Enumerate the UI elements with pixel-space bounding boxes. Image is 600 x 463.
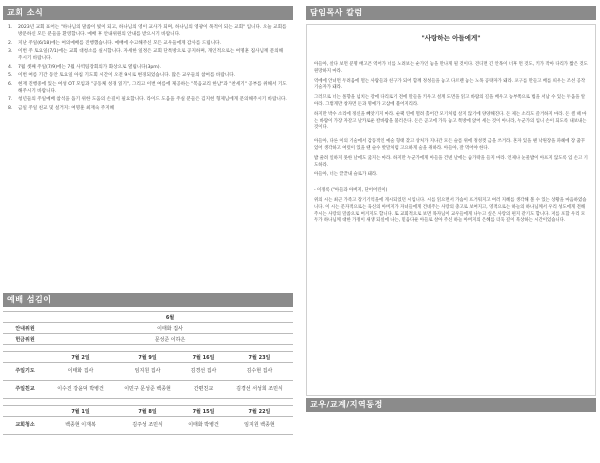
pastor-column-section — [306, 6, 596, 396]
news-item-number: 5. — [8, 73, 13, 79]
prayer-cell: 이태화 집사 — [47, 363, 114, 381]
mission-news-header: 교우/교계/지역동정 — [306, 398, 596, 412]
news-item-text: 현재 진행중에 있는 여성 OT 모임과 "공동체 성경 읽기", 그리고 이번 여름에 제공하는 "복음교리 한남"과 "찬세기" 공부를 위해서 기도해주시기 바랍니다. — [18, 81, 287, 94]
prayer-cell: 임지원 집사 — [114, 363, 181, 381]
date-header-row — [3, 406, 293, 417]
news-item — [7, 81, 293, 95]
table-gap — [3, 399, 293, 406]
news-item — [7, 24, 293, 38]
cleaning-cell: 백종현 이재복 — [47, 417, 114, 435]
row-label: 헌금위원 — [3, 334, 47, 345]
news-item-text: 청년들의 주일예배 참석을 돕기 위한 도움의 손길이 필요합니다. 라이드 도움을 주실 분들은 김지헌 형제님에게 문의해주시기 바랍니다. — [18, 97, 287, 103]
pastor-column-header: 담임목사 칼럼 — [306, 6, 596, 20]
pastor-column-box — [306, 24, 596, 396]
worship-schedule-table — [3, 311, 293, 435]
news-item-number: 2. — [8, 40, 13, 46]
news-item-text: 7월 셋째 주일(7/9)에는 7월 사역팀장회의가 화상으로 열립니다(3pm). — [18, 64, 162, 70]
date-cell: 7월 9일 — [114, 352, 181, 363]
news-item — [7, 72, 293, 79]
cleaning-cell: 김주성 조민식 — [114, 417, 181, 435]
date-cell: 7월 15일 — [181, 406, 226, 417]
closing-paragraph: 위의 시는 최근 가족고 장기기억을에 게시되었던 시입니다. 시를 읽으면서 가슴이 뜨거워지고 여러 지혜를 생각해 볼 수 있는 상황을 마음하였습니다. 이 시는 문자적으로는 육신의 아버지가 자녀들에게 건네주는 사랑의 충고로 보여지고, 영적으로는 하늘의 하나님께서 우리 성도에게 전해주시는 사랑의 말씀으로 여겨지도 합니다. 또 교회적으로 보면 목자님이 교우들에게 나누고 싶은 사랑의 편지 같기도 합니다. 저를 포함 우리 모두가 하나님께 대한 가정이 새생 되실에 나는, 믿음다운 아들로 살아 주신 하늘 아버지의 은혜를 더욱 깊이 묵상하는 시간이었습니다. — [314, 197, 587, 224]
sermon-paragraph: 아들아, 너는 끝끝내 슬로가 돼라. — [314, 172, 378, 178]
cleaning-row — [3, 417, 293, 435]
date-cell: 7월 22일 — [226, 406, 293, 417]
news-item — [7, 64, 293, 71]
schedule-row — [3, 334, 293, 345]
news-item-number: 1. — [8, 25, 13, 30]
date-cell: 7월 23일 — [226, 352, 293, 363]
worship-servants-section — [3, 293, 293, 435]
date-cell: 7월 1일 — [47, 406, 114, 417]
date-header-row — [3, 352, 293, 363]
church-news-list — [3, 24, 293, 112]
table-gap — [3, 345, 293, 352]
sermon-paragraph: 아들아, 살다 보면 분명 배고픈 역어가 너를 노려보는 순가인 놓을 만나게 될 것이다. 견디면 긴 안목이 너후 면 것도, 키가 작아 다리가 짧은 것도 원망하지 마라. — [314, 62, 588, 74]
news-item-text: 이번 주 토요일(7/1)에는 교회 대청소를 실시합니다. 자세한 일정은 교회 단톡방으로 공지하며, 개인적으로는 여명훈 집사님께 문의해주시기 바랍니다. — [18, 49, 284, 62]
month-label: 6월 — [47, 312, 293, 323]
church-news-header: 교회 소식 — [3, 6, 293, 20]
news-item-text: 2023년 교회 표어는 "하나님의 말씀이 빛이 되고, 하나님의 영이 교사가 되며, 하나님의 영광이 목적이 되는 교회" 입니다. 오늘 교회를 방문하신 모든 분들을 환영합니다. 예배 후 안내위원의 안내를 받으시기 바랍니다. — [18, 25, 287, 38]
mission-news-section — [306, 398, 596, 412]
sermon-paragraph: 아들아, 다른 이의 기술에서 감동적인 예술 형태 찾고 상처가 지나간 모든 슬픔 위에 정성껏 금을 쓰거라. 혼자 있을 땐 낙원장을 파헤에 장 꿈꾸었어 생각하고 여럿이 있을 땐 슬수 밧말처럼 고요하게 술을 취하라. 아들아, 잘 먹어야 한다. — [314, 139, 586, 151]
news-item-number: 6. — [8, 81, 13, 87]
row-label: 안내위원 — [3, 323, 47, 334]
fellowship-row — [3, 381, 293, 399]
sermon-body — [307, 62, 595, 225]
news-item-text: 지난 주일(6/18)에는 여의예배를 진행했습니다. 예배에 수고해주신 모든 교우들에게 감사를 드립니다. — [18, 40, 222, 46]
news-item — [7, 48, 293, 62]
prayer-row — [3, 363, 293, 381]
news-item — [7, 40, 293, 47]
news-item-number: 4. — [8, 64, 13, 70]
prayer-cell: 김경선 집사 — [181, 363, 226, 381]
fellowship-cell: 간편친교 — [181, 381, 226, 399]
cleaning-cell: 이태화 박병건 — [181, 417, 226, 435]
church-news-section — [3, 6, 293, 112]
row-label: 교회청소 — [3, 417, 47, 435]
news-item-number: 7. — [8, 97, 13, 103]
news-item-number: 3. — [8, 49, 13, 55]
row-label: 주일기도 — [3, 363, 47, 381]
fellowship-cell: 이민구 문성준 백종현 — [114, 381, 181, 399]
month-row — [3, 312, 293, 323]
news-item-number: 8. — [8, 105, 13, 111]
fellowship-cell: 김경선 서성희 조민식 — [226, 381, 293, 399]
date-cell: 7월 16일 — [181, 352, 226, 363]
news-item — [7, 96, 293, 103]
cleaning-cell: 임지원 백종현 — [226, 417, 293, 435]
news-item — [7, 105, 293, 112]
sermon-paragraph: 하지만 박수 소리에 정신을 빼앗기지 마라. 순팩 연에 떨려 홀어간 모기처럼 살지 않기에 양양해진다. 돈 제는 소리도 즐거하지 마라. 돈 셀 때 마는 바람이 가장 자갈고 날카로운 칼바람을 불러온다. 돈은 곧고에 가득 놓고 쪽방에 앉어 세는 것이 아니라, 누군가의 입니 손이 되도록 내보내는 것이다. — [314, 111, 587, 131]
prayer-cell: 김수현 집사 — [226, 363, 293, 381]
worship-servants-header: 예배 섬김이 — [3, 293, 293, 307]
row-value: 문성준 이하은 — [47, 334, 293, 345]
sermon-title: "사랑하는 아들에게" — [421, 34, 481, 42]
news-item-text: 금일 주일 친교 및 설거지: 여명훈 최재숙 주지혜 — [18, 105, 115, 111]
schedule-row — [3, 323, 293, 334]
news-item-text: 이번 여름 기간 동안 토요일 아침 기도회 시간이 오전 9시로 변경되었습니다. 많은 교우들의 참여를 바랍니다. — [18, 73, 236, 79]
date-cell: 7월 2일 — [47, 352, 114, 363]
sermon-paragraph: 그러므로 너는 폴향을 넘치는 강에 다리로기 전에 말들을 키우고 설계 도면을 읽고 바람의 길을 배우고 농부쪽으로 법을 서남 수 있는 두움을 알아라. 그렇게만 창자면 돈과 명예가 고삼에 불어지리라. — [314, 95, 586, 107]
sermon-paragraph: 밥 줄려 일하지 못한 날에도 굶지는 마라. 하지만 누군가에게 아들을 건넨 날에는 숨가락을 들지 마라. 언제나 눈물밥이 아프지 않도록 입 손고 기도하라. — [314, 155, 588, 168]
poem-author: - 이정록 ("아들과 아버지, 단어어린이) — [314, 188, 388, 194]
date-cell: 7월 8일 — [114, 406, 181, 417]
sermon-paragraph: 역에에 안녀면 두려움에 떨는 사람들과 친구가 되어 함께 정성들을 놓고 다르렌 놓는 노목 공략자가 돼라. 포구를 만들고 배를 띄우는 조선 공작 기술자가 돼라. — [314, 78, 586, 91]
fellowship-cell: 이수진 강윤덕 박병건 — [47, 381, 114, 399]
row-value: 이태화 집사 — [47, 323, 293, 334]
row-label: 주일친교 — [3, 381, 47, 399]
